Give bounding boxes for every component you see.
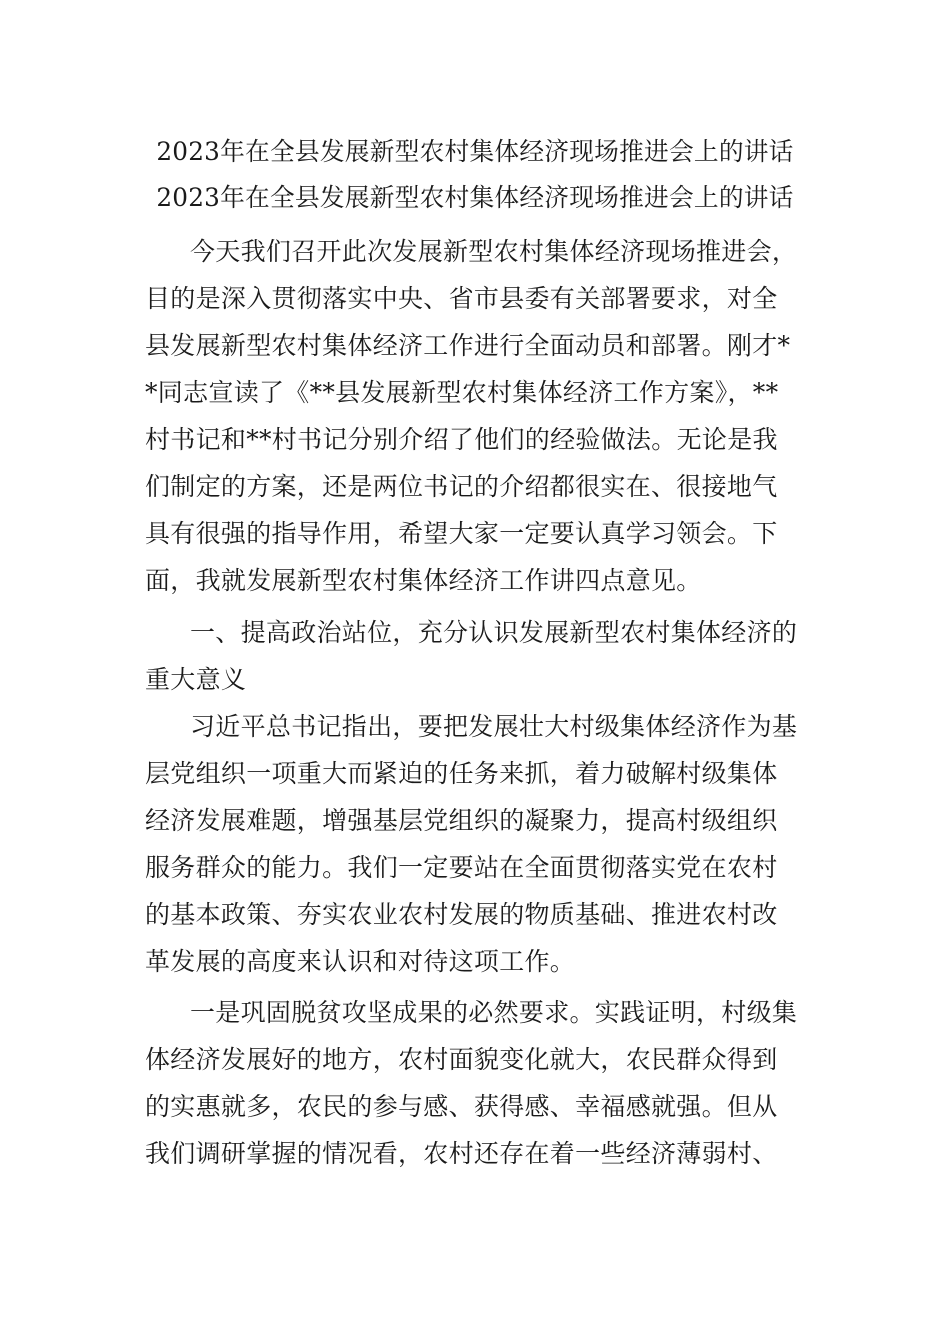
paragraph-line: *同志宣读了《**县发展新型农村集体经济工作方案》，**	[145, 378, 779, 407]
section-heading: 一、提高政治站位，充分认识发展新型农村集体经济的	[190, 618, 798, 647]
paragraph-line: 体经济发展好的地方，农村面貌变化就大，农民群众得到	[145, 1045, 778, 1074]
paragraph-line: 目的是深入贯彻落实中央、省市县委有关部署要求，对全	[145, 284, 778, 313]
paragraph-line: 面，我就发展新型农村集体经济工作讲四点意见。	[145, 566, 702, 595]
paragraph-line: 具有很强的指导作用，希望大家一定要认真学习领会。下	[145, 519, 778, 548]
paragraph-line: 的实惠就多，农民的参与感、获得感、幸福感就强。但从	[145, 1092, 778, 1121]
paragraph-line: 经济发展难题，增强基层党组织的凝聚力，提高村级组织	[145, 806, 778, 835]
section-heading: 重大意义	[145, 665, 247, 694]
paragraph-line: 县发展新型农村集体经济工作进行全面动员和部署。刚才*	[145, 331, 791, 360]
paragraph-line: 们制定的方案，还是两位书记的介绍都很实在、很接地气	[145, 472, 778, 501]
document-title-repeat: 2023年在全县发展新型农村集体经济现场推进会上的讲话	[156, 183, 794, 212]
paragraph-line: 今天我们召开此次发展新型农村集体经济现场推进会，	[190, 237, 798, 266]
paragraph-line: 的基本政策、夯实农业农村发展的物质基础、推进农村改	[145, 900, 778, 929]
paragraph-line: 层党组织一项重大而紧迫的任务来抓，着力破解村级集体	[145, 759, 778, 788]
paragraph-line: 革发展的高度来认识和对待这项工作。	[145, 947, 576, 976]
paragraph-line: 村书记和**村书记分别介绍了他们的经验做法。无论是我	[145, 425, 778, 454]
paragraph-line: 一是巩固脱贫攻坚成果的必然要求。实践证明，村级集	[190, 998, 798, 1027]
paragraph-line: 服务群众的能力。我们一定要站在全面贯彻落实党在农村	[145, 853, 778, 882]
paragraph-line: 习近平总书记指出，要把发展壮大村级集体经济作为基	[190, 712, 798, 741]
paragraph-line: 我们调研掌握的情况看，农村还存在着一些经济薄弱村、	[145, 1139, 778, 1168]
document-title: 2023年在全县发展新型农村集体经济现场推进会上的讲话	[156, 137, 794, 166]
